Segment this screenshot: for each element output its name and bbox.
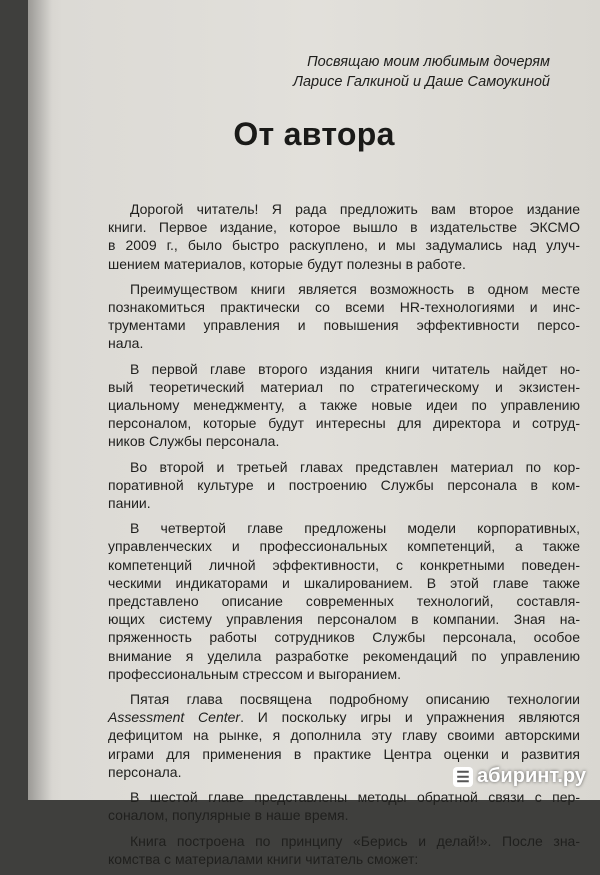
text-line: Assessment Center. И поскольку игры и упражнения являются bbox=[108, 709, 580, 726]
paragraph bbox=[108, 200, 580, 273]
text-line: в 2009 г., было быстро раскуплено, и мы задумались над улуч- bbox=[108, 237, 580, 254]
text-line: ческими индикаторами и шкалированием. В этой главе также bbox=[108, 574, 580, 591]
text-line: играми для применения в практике Центра оценки и развития bbox=[108, 745, 580, 762]
text-line: трументами управления и повышения эффективности персо- bbox=[108, 317, 580, 334]
page-gutter-shadow bbox=[28, 0, 52, 800]
text-line: В шестой главе представлены методы обратной связи с пер- bbox=[130, 789, 580, 806]
text-line: комства с материалами книги читатель сможет: bbox=[108, 850, 419, 867]
text-line: Во второй и третьей главах представлен материал по кор- bbox=[130, 458, 580, 475]
text-line: профессиональным стрессом и выгоранием. bbox=[108, 665, 402, 682]
text-line: вый теоретический материал по стратегическому и экзистен- bbox=[108, 378, 580, 395]
paragraph bbox=[108, 832, 580, 868]
text-line: нала. bbox=[108, 335, 144, 352]
text-line: поративной культуре и построению Службы персонала в ком- bbox=[108, 476, 580, 493]
paragraph bbox=[108, 458, 580, 513]
text-line: персонала. bbox=[108, 763, 182, 780]
text-line: Преимуществом книги является возможность в одном месте bbox=[130, 280, 580, 297]
text-line: дефицитом на рынке, я дополнила эту главу своими авторскими bbox=[108, 727, 580, 744]
paragraph bbox=[108, 280, 580, 353]
text-line: представлено описание современных технологий, составля- bbox=[108, 593, 580, 610]
text-line: внимание я уделила разработке рекомендаций по управлению bbox=[108, 647, 580, 664]
paragraph bbox=[108, 519, 580, 683]
dedication bbox=[293, 52, 550, 92]
text-line: ников Службы персонала. bbox=[108, 433, 280, 450]
text-line: персоналом, которые будут интересны для директора и сотруд- bbox=[108, 415, 580, 432]
text-line: В первой главе второго издания книги читатель найдет но- bbox=[130, 360, 580, 377]
text-line: шением материалов, которые будут полезны в работе. bbox=[108, 255, 466, 272]
paragraph bbox=[108, 788, 580, 824]
dedication-line-1: Посвящаю моим любимым дочерям bbox=[307, 54, 550, 70]
text-line: книги. Первое издание, которое вышло в издательстве ЭКСМО bbox=[108, 219, 580, 236]
text-line: управленческих и профессиональных компетенций, а также bbox=[108, 538, 580, 555]
text-line: соналом, популярные в наше время. bbox=[108, 807, 349, 824]
labirint-logo-icon: ☰ bbox=[453, 767, 473, 787]
text-line: Пятая глава посвящена подробному описанию технологии bbox=[130, 691, 580, 708]
text-line: компетенций личной эффективности, с конкретными поведен- bbox=[108, 556, 580, 573]
text-line: познакомиться практически со всеми HR-технологиями и инс- bbox=[108, 299, 580, 316]
book-page bbox=[28, 0, 600, 867]
text-line: циальному менеджменту, а также новые идеи по управлению bbox=[108, 397, 580, 414]
text-line: В четвертой главе предложены модели корпоративных, bbox=[130, 520, 580, 537]
page-title: От автора bbox=[233, 116, 395, 152]
dedication-line-2: Ларисе Галкиной и Даше Самоукиной bbox=[293, 74, 550, 90]
text-line: пании. bbox=[108, 495, 151, 512]
watermark-text: абиринт.ру bbox=[476, 765, 586, 787]
watermark bbox=[453, 765, 586, 788]
text-line: ющих систему управления персоналом в компании. Зная на- bbox=[108, 611, 580, 628]
text-line: Книга построена по принципу «Берись и делай!». После зна- bbox=[130, 832, 580, 849]
text-line: Дорогой читатель! Я рада предложить вам второе издание bbox=[130, 201, 580, 217]
text-line: пряженность работы сотрудников Службы персонала, особое bbox=[108, 629, 580, 646]
paragraph bbox=[108, 360, 580, 451]
